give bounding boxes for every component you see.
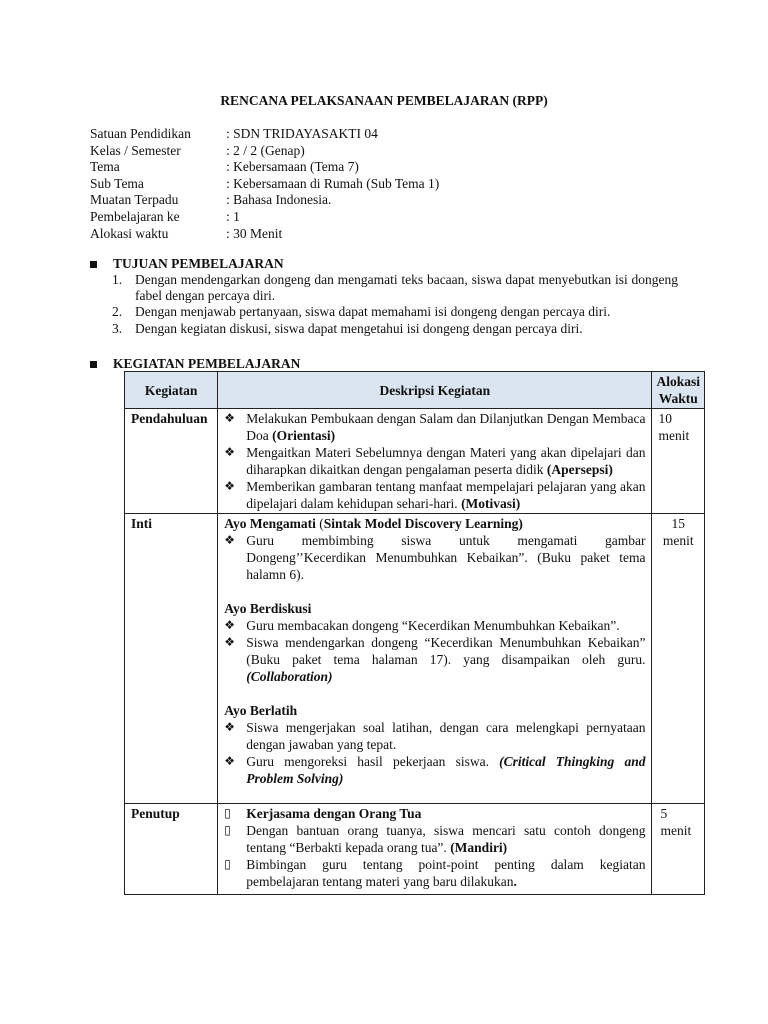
list-item: [112, 304, 678, 320]
item-tag: .: [513, 874, 517, 889]
tujuan-heading: [90, 256, 284, 272]
identity-label: Satuan Pendidikan: [90, 126, 191, 141]
list-text: Dengan menjawab pertanyaan, siswa dapat memahami isi dongeng dengan percaya diri.: [135, 304, 611, 320]
kegiatan-heading-text: KEGIATAN PEMBELAJARAN: [113, 356, 301, 371]
deskripsi-cell: [218, 804, 652, 895]
mengamati-title: Ayo Mengamati: [224, 516, 316, 531]
list-item: [224, 478, 645, 512]
list-item: [224, 634, 645, 685]
identity-value: : 2 / 2 (Genap): [226, 142, 305, 158]
table-row: [125, 804, 705, 895]
kegiatan-name: Inti: [125, 514, 218, 804]
identity-label: Kelas / Semester: [90, 142, 181, 158]
deskripsi-cell: [218, 409, 652, 514]
tujuan-list: [112, 272, 678, 337]
diamond-bullet-icon: ❖: [224, 635, 236, 649]
item-tag: (Mandiri): [450, 840, 508, 855]
list-item: [224, 617, 645, 634]
kegiatan-name: Pendahuluan: [125, 409, 218, 514]
identity-row: [90, 192, 690, 209]
box-bullet-icon: ▯: [224, 806, 231, 820]
identity-row: [90, 226, 690, 243]
header-alokasi: Alokasi Waktu: [652, 372, 705, 409]
item-tag: (Orientasi): [272, 428, 336, 443]
kegiatan-heading: [90, 356, 300, 372]
deskripsi-cell: [218, 514, 652, 804]
list-number: 3.: [112, 320, 123, 336]
square-bullet-icon: [90, 361, 97, 368]
diamond-bullet-icon: ❖: [224, 618, 236, 632]
item-tag: (Apersepsi): [546, 462, 613, 477]
identity-value: : 30 Menit: [226, 225, 283, 241]
list-item: [224, 753, 645, 787]
box-bullet-icon: ▯: [224, 857, 231, 871]
item-tag: (Collaboration): [246, 669, 333, 684]
identity-row: [90, 159, 690, 176]
diamond-bullet-icon: ❖: [224, 533, 236, 547]
item-text: Guru membimbing siswa untuk mengamati gambar Dongeng’’Kecerdikan Menumbuhkan Kebaikan”. (Buku paket tema halamn 6).: [246, 533, 646, 582]
list-item: [224, 805, 645, 822]
list-item: [112, 272, 678, 304]
identity-row: [90, 176, 690, 193]
identity-value: : Kebersamaan di Rumah (Sub Tema 1): [226, 175, 440, 191]
identity-value: : Bahasa Indonesia.: [226, 192, 332, 208]
list-item: [224, 410, 645, 444]
list-item: [224, 719, 645, 753]
identity-label: Tema: [90, 159, 120, 175]
mengamati-sintak: Sintak Model Discovery Learning: [323, 516, 519, 531]
identity-row: [90, 209, 690, 226]
item-text: Memberikan gambaran tentang manfaat mempelajari pelajaran yang akan dipelajari dalam kehidupan sehari-hari.: [246, 479, 646, 511]
square-bullet-icon: [90, 261, 97, 268]
item-text: Bimbingan guru tentang point-point penting dalam kegiatan pembelajaran tentang materi yang baru dilakukan: [246, 857, 646, 889]
subsection-title: [224, 515, 645, 532]
subsection-title: Ayo Berdiskusi: [224, 601, 312, 616]
identity-value: : SDN TRIDAYASAKTI 04: [226, 126, 378, 141]
identity-label: Muatan Terpadu: [90, 192, 179, 208]
identity-label: Alokasi waktu: [90, 225, 169, 241]
list-item: [112, 321, 678, 337]
header-kegiatan: Kegiatan: [125, 372, 218, 409]
box-bullet-icon: ▯: [224, 823, 231, 837]
identity-label: Pembelajaran ke: [90, 208, 180, 224]
identity-row: [90, 126, 690, 143]
item-text: Siswa mendengarkan dongeng “Kecerdikan Menumbuhkan Kebaikan” (Buku paket tema halaman 17). yang disampaikan oleh guru.: [246, 635, 646, 667]
kegiatan-table: [124, 371, 705, 895]
item-text: Melakukan Pembukaan dengan Salam dan Dilanjutkan Dengan Membaca Doa: [246, 411, 646, 443]
list-text: Dengan kegiatan diskusi, siswa dapat mengetahui isi dongeng dengan percaya diri.: [135, 320, 583, 336]
table-row: [125, 409, 705, 514]
item-text: Guru mengoreksi hasil pekerjaan siswa.: [246, 754, 500, 769]
list-item: [224, 444, 645, 478]
diamond-bullet-icon: ❖: [224, 479, 236, 493]
table-header-row: [125, 372, 705, 409]
item-text: Dengan bantuan orang tuanya, siswa mencari satu contoh dongeng tentang “Berbakti kepada orang tua”.: [246, 823, 646, 855]
diamond-bullet-icon: ❖: [224, 411, 236, 425]
list-item: [224, 532, 645, 583]
header-deskripsi: Deskripsi Kegiatan: [218, 372, 652, 409]
kegiatan-name: Penutup: [125, 804, 218, 895]
item-text: Siswa mengerjakan soal latihan, dengan cara melengkapi pernyataan dengan jawaban yang tepat.: [246, 720, 646, 752]
alokasi-waktu: 5 menit: [652, 804, 705, 895]
list-number: 2.: [112, 304, 123, 320]
item-text: Mengaitkan Materi Sebelumnya dengan Materi yang akan dipelajari dan diharapkan dikaitkan dengan pengalaman peserta didik: [246, 445, 646, 477]
item-tag: (Motivasi): [461, 496, 521, 511]
list-text: Dengan mendengarkan dongeng dan mengamati teks bacaan, siswa dapat menyebutkan isi dongeng fabel dengan percaya diri.: [135, 272, 678, 304]
alokasi-waktu: 10 menit: [652, 409, 705, 514]
tujuan-heading-text: TUJUAN PEMBELAJARAN: [113, 256, 284, 271]
identity-value: : 1: [226, 208, 240, 224]
alokasi-waktu: 15 menit: [652, 514, 705, 804]
list-item: [224, 856, 645, 890]
diamond-bullet-icon: ❖: [224, 720, 236, 734]
diamond-bullet-icon: ❖: [224, 445, 236, 459]
list-number: 1.: [112, 272, 123, 287]
identity-block: [90, 126, 690, 242]
table-row: [125, 514, 705, 804]
subsection-title: Ayo Berlatih: [224, 703, 298, 718]
mengamati-close: ): [518, 516, 523, 531]
list-item: [224, 822, 645, 856]
identity-row: [90, 143, 690, 160]
identity-label: Sub Tema: [90, 175, 144, 191]
document-title: RENCANA PELAKSANAAN PEMBELAJARAN (RPP): [220, 93, 548, 108]
item-text: Guru membacakan dongeng “Kecerdikan Menumbuhkan Kebaikan”.: [246, 618, 620, 633]
identity-value: : Kebersamaan (Tema 7): [226, 159, 359, 175]
mengamati-sep: (: [315, 516, 324, 531]
item-tag: (Critical Thingking and Problem Solving): [246, 754, 646, 786]
item-tag: Kerjasama dengan Orang Tua: [246, 806, 422, 821]
diamond-bullet-icon: ❖: [224, 754, 236, 768]
